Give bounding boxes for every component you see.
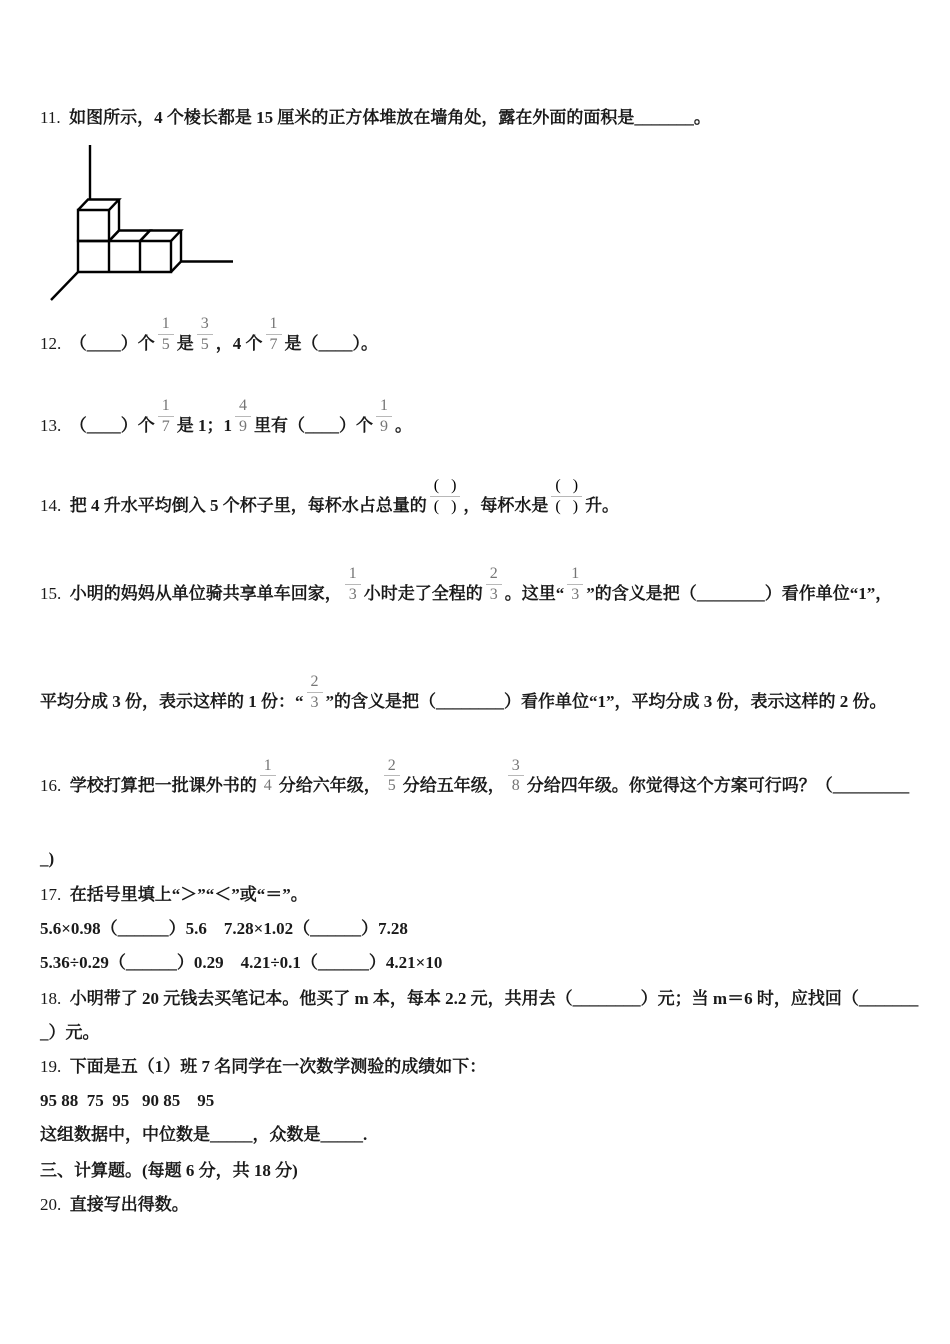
fraction-numerator: 1 [266, 315, 282, 335]
text-segment: 直接写出得数。 [69, 1195, 189, 1215]
text-segment: 在括号里填上“＞”“＜”或“＝”。 [69, 885, 308, 905]
text-segment: 5.6×0.98（______）5.6 7.28×1.02（______）7.28 [40, 919, 408, 939]
text-segment: 把 4 升水平均倒入 5 个杯子里，每杯水占总量的 [69, 495, 427, 515]
text-segment: 升。 [585, 495, 620, 515]
text-segment: 是（____）。 [284, 333, 378, 353]
question-14 [40, 477, 915, 523]
question-15-line2 [40, 673, 915, 719]
cube-figure [48, 141, 915, 303]
text-segment: 。 [395, 415, 412, 435]
fraction-denominator: ( ) [433, 497, 457, 515]
text-segment: _）元。 [40, 1023, 100, 1043]
fraction-denominator: 5 [161, 335, 170, 353]
fraction-denominator: ( ) [555, 497, 579, 515]
question-12 [40, 315, 915, 361]
bottom-row-front [78, 241, 171, 272]
question-number: 20. [40, 1195, 70, 1215]
fraction-numerator: 1 [158, 397, 174, 417]
fraction [567, 565, 583, 604]
question-13 [40, 397, 915, 443]
question-number: 16. [40, 775, 70, 795]
text-segment: 小时走了全程的 [363, 583, 483, 603]
text-segment: 分给六年级， [278, 775, 381, 795]
fraction [266, 315, 282, 354]
fraction-numerator: ( ) [430, 477, 461, 497]
section-3-heading [40, 1154, 915, 1188]
fraction-numerator: 2 [307, 673, 323, 693]
question-15-line1 [40, 565, 915, 611]
text-segment: 如图所示，4 个棱长都是 15 厘米的正方体堆放在墙角处，露在外面的面积是_______。 [69, 108, 711, 127]
comparison-row-2 [40, 946, 915, 980]
fraction [508, 757, 524, 796]
question-18 [40, 982, 919, 1016]
comparison-row-1 [40, 912, 915, 946]
text-segment: 平均分成 3 份，表示这样的 1 份：“ [40, 691, 304, 711]
text-segment: 5.36÷0.29（______）0.29 4.21÷0.1（______）4.21×10 [40, 953, 443, 973]
fraction-denominator: 8 [511, 777, 520, 795]
text-segment: _) [40, 849, 55, 869]
text-segment: 小明的妈妈从单位骑共享单车回家， [69, 583, 342, 603]
fraction-denominator: 7 [161, 417, 170, 435]
text-segment: （____）个 [69, 333, 155, 353]
text-segment: 分给五年级， [402, 775, 505, 795]
fraction-denominator: 7 [269, 335, 278, 353]
fraction-denominator: 9 [239, 417, 247, 435]
fraction-numerator: 1 [345, 565, 361, 585]
blank-fraction [551, 477, 582, 516]
cubes-at-wall-corner-diagram [48, 141, 248, 303]
fraction-denominator: 5 [200, 335, 209, 353]
question-17 [40, 878, 915, 912]
text-segment: 这组数据中，中位数是_____，众数是_____. [40, 1125, 368, 1145]
text-segment: 下面是五（1）班 7 名同学在一次数学测验的成绩如下： [69, 1057, 487, 1077]
text-segment: ”的含义是把（________）看作单位“1”，平均分成 3 份，表示这样的 2 份。 [325, 691, 887, 711]
text-segment: 学校打算把一批课外书的 [69, 775, 257, 795]
text-segment: ，4 个 [215, 333, 263, 353]
fraction-numerator: 1 [158, 315, 174, 335]
question-16-continuation [40, 842, 915, 876]
fraction-numerator: 1 [376, 397, 392, 417]
fraction [235, 397, 251, 436]
fraction-numerator: 1 [260, 757, 276, 777]
fraction-denominator: 5 [387, 777, 396, 795]
text-segment: ，每杯水是 [463, 495, 549, 515]
question-18-continuation [40, 1016, 915, 1050]
fraction-numerator: 4 [235, 397, 251, 417]
question-number: 15. [40, 583, 70, 603]
top-cube-top [78, 200, 119, 211]
question-16 [40, 757, 915, 803]
fraction [384, 757, 400, 796]
fraction [345, 565, 361, 604]
fraction [158, 315, 174, 354]
fraction [197, 315, 213, 354]
text-segment: 。这里“ [504, 583, 565, 603]
text-segment: 分给四年级。你觉得这个方案可行吗？（_________ [526, 775, 910, 795]
text-segment: 小明带了 20 元钱去买笔记本。他买了 m 本，每本 2.2 元，共用去（________）元；当 m＝6 时，应找回（_______ [69, 989, 919, 1009]
fraction-numerator: 1 [567, 565, 583, 585]
question-number: 13. [40, 415, 70, 435]
fraction-denominator: 4 [263, 777, 272, 795]
fraction-numerator: ( ) [551, 477, 582, 497]
fraction-denominator: 9 [380, 417, 388, 435]
fraction [376, 397, 392, 436]
question-11 [40, 101, 915, 135]
fraction-denominator: 3 [348, 585, 357, 603]
question-number: 17. [40, 885, 70, 905]
median-mode-blanks [40, 1118, 915, 1152]
fraction-numerator: 2 [486, 565, 502, 585]
question-20 [40, 1188, 915, 1222]
question-19 [40, 1050, 915, 1084]
text-segment: 三、计算题。(每题 6 分，共 18 分) [40, 1161, 298, 1181]
bottom-cube3-top [140, 231, 181, 242]
fraction [260, 757, 276, 796]
text-segment: ”的含义是把（________）看作单位“1”， [586, 583, 893, 603]
fraction-numerator: 3 [197, 315, 213, 335]
question-number: 18. [40, 989, 70, 1009]
fraction-denominator: 3 [489, 585, 498, 603]
fraction [158, 397, 174, 436]
top-cube-front [78, 210, 109, 241]
text-segment: （____）个 [69, 415, 155, 435]
question-number: 19. [40, 1057, 70, 1077]
fraction [307, 673, 323, 712]
fraction-denominator: 3 [310, 693, 319, 711]
text-segment: 是 1；1 [176, 415, 232, 435]
text-segment: 是 [176, 333, 194, 353]
text-segment: 95 88 75 95 90 85 95 [40, 1091, 215, 1111]
bottom-row-dividers [109, 241, 140, 272]
blank-fraction [430, 477, 461, 516]
text-segment: 里有（____）个 [254, 415, 373, 435]
fraction [486, 565, 502, 604]
floor-edge-front [51, 272, 78, 300]
fraction-numerator: 2 [384, 757, 400, 777]
question-number: 14. [40, 495, 70, 515]
question-number: 11. [40, 108, 70, 127]
score-list [40, 1084, 915, 1118]
fraction-denominator: 3 [571, 585, 580, 603]
question-number: 12. [40, 333, 70, 353]
fraction-numerator: 3 [508, 757, 524, 777]
